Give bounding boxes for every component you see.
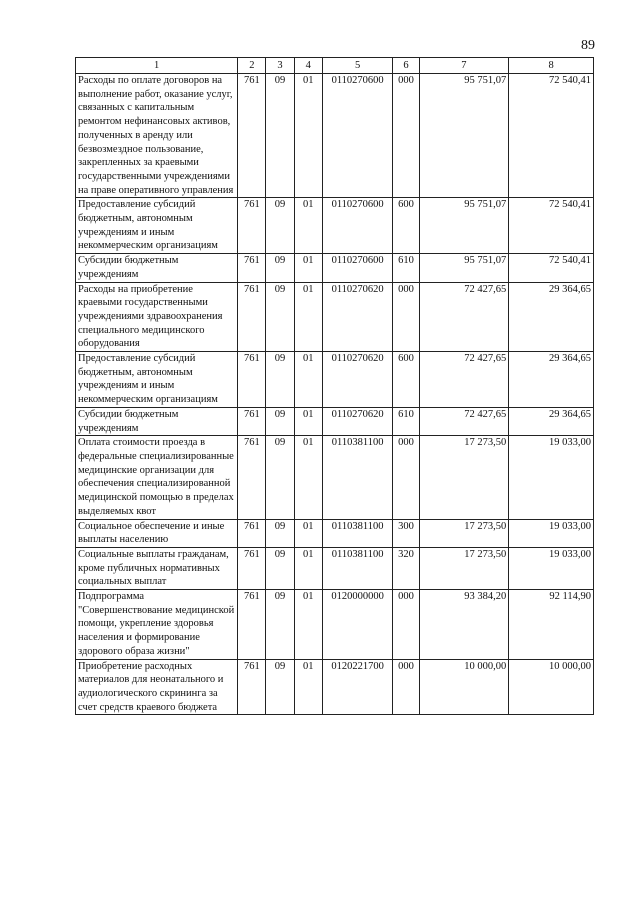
table-row [76, 254, 594, 282]
table-row [76, 74, 594, 198]
expense-type-code: 000 [393, 436, 419, 519]
expense-type-code: 000 [393, 659, 419, 715]
section-code: 09 [266, 282, 294, 352]
amount-col-7: 72 427,65 [419, 352, 509, 408]
budget-table [75, 57, 594, 715]
section-code: 09 [266, 659, 294, 715]
amount-col-8: 10 000,00 [509, 659, 594, 715]
expense-name: Оплата стоимости проезда в федеральные специализированные медицинские организации для обеспечения специализированной медицинской помощью в пределах выделяемых квот [76, 436, 238, 519]
target-article-code: 0110381100 [322, 519, 393, 547]
column-header: 1 [76, 58, 238, 74]
target-article-code: 0120221700 [322, 659, 393, 715]
expense-name: Расходы по оплате договоров на выполнение работ, оказание услуг, связанных с капитальным ремонтом нефинансовых активов, полученных в аренду или безвозмездное пользование, закрепленных за краевыми государственными учреждениями на праве оперативного управления [76, 74, 238, 198]
amount-col-7: 95 751,07 [419, 254, 509, 282]
target-article-code: 0110381100 [322, 547, 393, 589]
amount-col-8: 29 364,65 [509, 407, 594, 435]
table-row [76, 198, 594, 254]
expense-type-code: 300 [393, 519, 419, 547]
expense-name: Социальное обеспечение и иные выплаты населению [76, 519, 238, 547]
subsection-code: 01 [294, 254, 322, 282]
subsection-code: 01 [294, 547, 322, 589]
target-article-code: 0110270600 [322, 74, 393, 198]
subsection-code: 01 [294, 436, 322, 519]
target-article-code: 0110381100 [322, 436, 393, 519]
subsection-code: 01 [294, 659, 322, 715]
amount-col-8: 29 364,65 [509, 282, 594, 352]
subsection-code: 01 [294, 519, 322, 547]
amount-col-7: 10 000,00 [419, 659, 509, 715]
ministry-code: 761 [238, 590, 266, 660]
section-code: 09 [266, 519, 294, 547]
ministry-code: 761 [238, 407, 266, 435]
expense-type-code: 000 [393, 282, 419, 352]
ministry-code: 761 [238, 352, 266, 408]
ministry-code: 761 [238, 282, 266, 352]
expense-type-code: 320 [393, 547, 419, 589]
expense-name: Субсидии бюджетным учреждениям [76, 407, 238, 435]
table-row [76, 407, 594, 435]
subsection-code: 01 [294, 590, 322, 660]
section-code: 09 [266, 547, 294, 589]
table-row [76, 659, 594, 715]
target-article-code: 0110270620 [322, 352, 393, 408]
ministry-code: 761 [238, 659, 266, 715]
section-code: 09 [266, 254, 294, 282]
expense-type-code: 000 [393, 590, 419, 660]
amount-col-8: 92 114,90 [509, 590, 594, 660]
ministry-code: 761 [238, 74, 266, 198]
table-row [76, 282, 594, 352]
section-code: 09 [266, 352, 294, 408]
expense-type-code: 600 [393, 198, 419, 254]
column-header: 2 [238, 58, 266, 74]
section-code: 09 [266, 198, 294, 254]
target-article-code: 0120000000 [322, 590, 393, 660]
expense-name: Предоставление субсидий бюджетным, автономным учреждениям и иным некоммерческим организациям [76, 198, 238, 254]
amount-col-8: 19 033,00 [509, 547, 594, 589]
expense-type-code: 610 [393, 407, 419, 435]
subsection-code: 01 [294, 74, 322, 198]
amount-col-7: 17 273,50 [419, 547, 509, 589]
amount-col-8: 72 540,41 [509, 198, 594, 254]
column-number-row [76, 58, 594, 74]
amount-col-7: 95 751,07 [419, 74, 509, 198]
table-row [76, 519, 594, 547]
amount-col-7: 72 427,65 [419, 407, 509, 435]
section-code: 09 [266, 436, 294, 519]
expense-type-code: 000 [393, 74, 419, 198]
amount-col-8: 29 364,65 [509, 352, 594, 408]
subsection-code: 01 [294, 198, 322, 254]
column-header: 4 [294, 58, 322, 74]
table-row [76, 590, 594, 660]
expense-name: Подпрограмма "Совершенствование медицинской помощи, укрепление здоровья населения и формирование здорового образа жизни" [76, 590, 238, 660]
amount-col-7: 72 427,65 [419, 282, 509, 352]
amount-col-7: 95 751,07 [419, 198, 509, 254]
target-article-code: 0110270620 [322, 282, 393, 352]
column-header: 3 [266, 58, 294, 74]
amount-col-8: 72 540,41 [509, 254, 594, 282]
subsection-code: 01 [294, 352, 322, 408]
section-code: 09 [266, 74, 294, 198]
expense-type-code: 610 [393, 254, 419, 282]
column-header: 7 [419, 58, 509, 74]
table-row [76, 436, 594, 519]
ministry-code: 761 [238, 519, 266, 547]
expense-name: Социальные выплаты гражданам, кроме публичных нормативных социальных выплат [76, 547, 238, 589]
column-header: 5 [322, 58, 393, 74]
subsection-code: 01 [294, 407, 322, 435]
ministry-code: 761 [238, 254, 266, 282]
amount-col-7: 93 384,20 [419, 590, 509, 660]
amount-col-8: 19 033,00 [509, 436, 594, 519]
ministry-code: 761 [238, 436, 266, 519]
amount-col-8: 72 540,41 [509, 74, 594, 198]
column-header: 6 [393, 58, 419, 74]
section-code: 09 [266, 590, 294, 660]
table-row [76, 547, 594, 589]
column-header: 8 [509, 58, 594, 74]
amount-col-7: 17 273,50 [419, 519, 509, 547]
target-article-code: 0110270600 [322, 198, 393, 254]
expense-type-code: 600 [393, 352, 419, 408]
ministry-code: 761 [238, 198, 266, 254]
target-article-code: 0110270600 [322, 254, 393, 282]
section-code: 09 [266, 407, 294, 435]
target-article-code: 0110270620 [322, 407, 393, 435]
expense-name: Субсидии бюджетным учреждениям [76, 254, 238, 282]
expense-name: Предоставление субсидий бюджетным, автономным учреждениям и иным некоммерческим организациям [76, 352, 238, 408]
page-number: 89 [581, 38, 595, 53]
subsection-code: 01 [294, 282, 322, 352]
amount-col-7: 17 273,50 [419, 436, 509, 519]
table-row [76, 352, 594, 408]
amount-col-8: 19 033,00 [509, 519, 594, 547]
expense-name: Расходы на приобретение краевыми государственными учреждениями здравоохранения специального медицинского оборудования [76, 282, 238, 352]
ministry-code: 761 [238, 547, 266, 589]
expense-name: Приобретение расходных материалов для неонатального и аудиологического скрининга за счет средств краевого бюджета [76, 659, 238, 715]
